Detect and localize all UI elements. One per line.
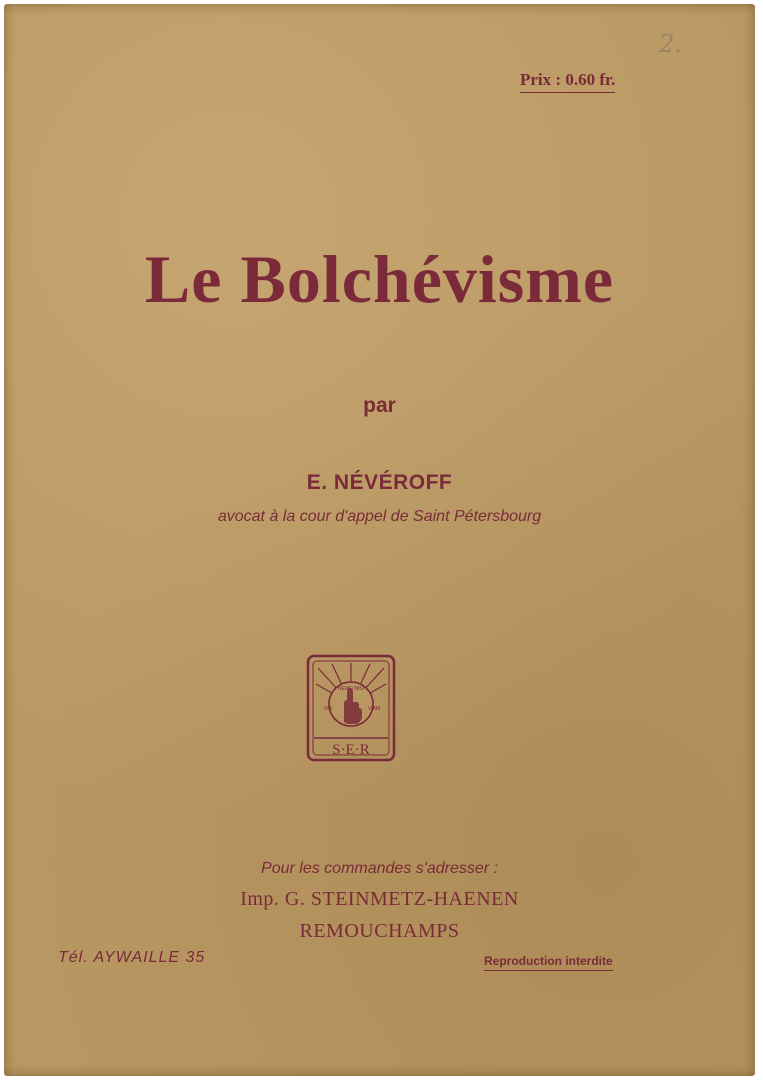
- emblem-motto-right: VIAM: [367, 706, 381, 712]
- book-cover: [4, 4, 755, 1076]
- phone-number: Tél. AYWAILLE 35: [58, 949, 206, 966]
- author-credential: avocat à la cour d'appel de Saint Pétersbourg: [217, 508, 542, 525]
- by-label: par: [363, 394, 396, 417]
- emblem-motto-left: VIA: [323, 706, 333, 712]
- printer-name: Imp. G. STEINMETZ-HAENEN: [240, 888, 519, 910]
- order-note: Pour les commandes s'adresser :: [261, 860, 498, 877]
- book-title: Le Bolchévisme: [144, 241, 615, 317]
- rights-notice: Reproduction interdite: [484, 954, 613, 971]
- author-name: E. NÉVÉROFF: [306, 471, 453, 494]
- handwritten-mark: 2.: [659, 30, 682, 58]
- printer-city: REMOUCHAMPS: [299, 920, 460, 942]
- price-label: Prix : 0.60 fr.: [520, 70, 615, 93]
- emblem-initials: S·E·R: [332, 742, 370, 758]
- emblem-motto-top: NEMO NISI: [337, 686, 365, 692]
- publisher-emblem-icon: [306, 654, 396, 762]
